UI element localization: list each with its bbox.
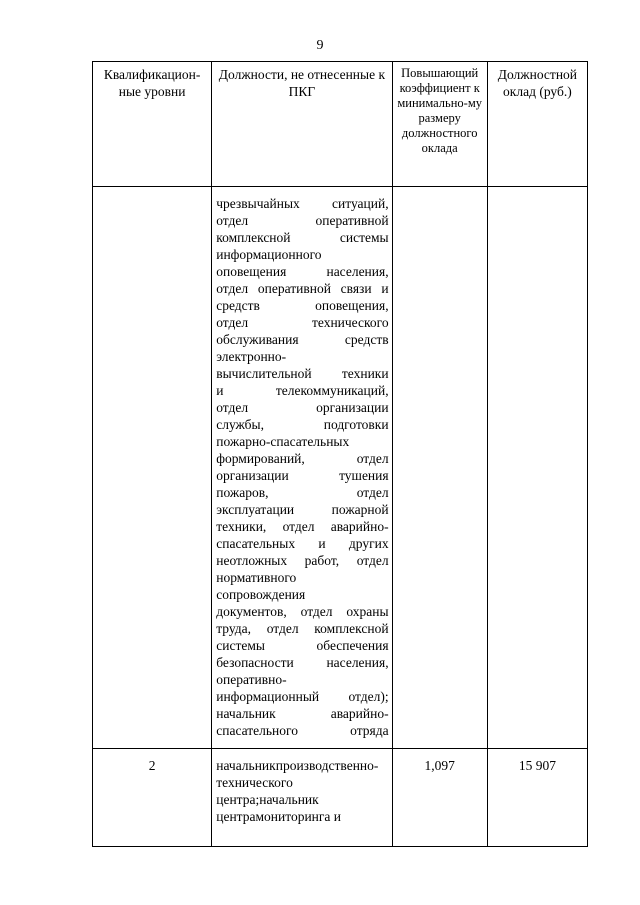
header-qualification-levels: Квалификацион-ные уровни [93,62,212,187]
text-line: эксплуатации пожарной [216,502,389,517]
table-row [93,749,588,847]
text-line: средств оповещения, [216,298,389,313]
text-line: начальник центра [216,792,319,824]
text-line: чрезвычайных ситуаций, [216,196,389,211]
text-line: производственно- [275,758,379,773]
positions-cell [212,187,392,749]
text-line: оповещения населения, [216,264,389,279]
positions-text [212,187,391,739]
text-line: службы, подготовки [216,417,389,432]
header-coefficient: Повышающий коэффициент к минимально-му размеру должностного оклада [392,62,487,187]
positions-text [212,749,391,825]
text-line: начальник [216,758,276,773]
text-line: оперативно- [216,672,287,687]
text-line: вычислительной техники [216,366,389,381]
salary-cell-empty [487,187,587,749]
table-header-row [93,62,588,187]
salary-table [92,61,588,847]
text-line: отдел технического [216,315,389,330]
text-line: сопровождения [216,587,306,602]
text-line: начальник аварийно- [216,706,389,721]
text-line: информационного [216,247,322,262]
page-number: 9 [316,38,324,53]
text-line: спасательного отряда [216,723,389,738]
text-line: формирований, отдел [216,451,389,466]
salary-cell: 15 907 [487,749,587,847]
text-line: технического центра; [216,775,293,807]
text-line: пожаров, отдел [216,485,389,500]
text-line: организации тушения [216,468,389,483]
text-line: обслуживания средств [216,332,389,347]
text-line: труда, отдел комплексной [216,621,389,636]
text-line: электронно- [216,349,287,364]
header-salary: Должностной оклад (руб.) [487,62,587,187]
text-line: пожарно-спасательных [216,434,350,449]
table-row [93,187,588,749]
text-line: отдел оперативной связи и [216,281,389,296]
text-line: документов, отдел охраны [216,604,389,619]
coefficient-cell-empty [392,187,487,749]
text-line: безопасности населения, [216,655,389,670]
level-cell-empty [93,187,212,749]
coefficient-cell: 1,097 [392,749,487,847]
positions-cell [212,749,392,847]
text-line: системы обеспечения [216,638,389,653]
text-line: мониторинга и [255,809,342,824]
text-line: отдел оперативной [216,213,389,228]
text-line: отдел организации [216,400,389,415]
text-line: и телекоммуникаций, [216,383,389,398]
text-line: техники, отдел аварийно- [216,519,389,534]
text-line: нормативного [216,570,297,585]
text-line: информационный отдел); [216,689,389,704]
text-line: неотложных работ, отдел [216,553,389,568]
level-cell: 2 [93,749,212,847]
text-line: комплексной системы [216,230,389,245]
header-positions: Должности, не отнесенные к ПКГ [212,62,392,187]
text-line: спасательных и других [216,536,389,551]
